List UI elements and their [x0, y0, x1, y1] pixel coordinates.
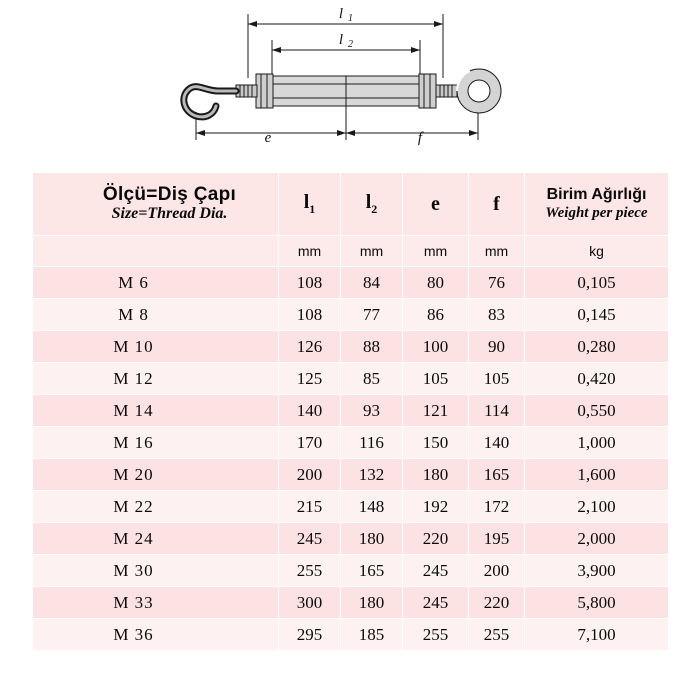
dim-label-f: f — [417, 130, 423, 146]
cell-f: 76 — [469, 267, 525, 299]
cell-l2: 180 — [341, 587, 403, 619]
cell-size: M 24 — [33, 523, 279, 555]
cell-l1: 170 — [279, 427, 341, 459]
cell-e: 255 — [403, 619, 469, 651]
cell-l1: 126 — [279, 331, 341, 363]
cell-size: M 20 — [33, 459, 279, 491]
cell-size: M 22 — [33, 491, 279, 523]
header-e: e — [403, 173, 469, 236]
spec-table-body — [33, 267, 669, 651]
cell-size: M 12 — [33, 363, 279, 395]
cell-weight: 1,600 — [525, 459, 669, 491]
cell-l1: 125 — [279, 363, 341, 395]
cell-e: 192 — [403, 491, 469, 523]
unit-weight: kg — [525, 236, 669, 267]
header-l1-text: l — [303, 191, 310, 213]
unit-e: mm — [403, 236, 469, 267]
cell-l1: 108 — [279, 299, 341, 331]
table-row — [33, 587, 669, 619]
cell-l2: 85 — [341, 363, 403, 395]
cell-e: 105 — [403, 363, 469, 395]
cell-e: 100 — [403, 331, 469, 363]
turnbuckle-diagram — [0, 0, 700, 170]
cell-weight: 7,100 — [525, 619, 669, 651]
cell-weight: 0,420 — [525, 363, 669, 395]
cell-l1: 245 — [279, 523, 341, 555]
table-row — [33, 459, 669, 491]
cell-weight: 2,000 — [525, 523, 669, 555]
header-size — [33, 173, 279, 236]
cell-size: M 30 — [33, 555, 279, 587]
cell-e: 245 — [403, 555, 469, 587]
cell-l2: 88 — [341, 331, 403, 363]
dim-label-l2-sub: 2 — [348, 39, 353, 50]
table-row — [33, 363, 669, 395]
cell-e: 245 — [403, 587, 469, 619]
cell-l2: 116 — [341, 427, 403, 459]
cell-weight: 5,800 — [525, 587, 669, 619]
cell-size: M 36 — [33, 619, 279, 651]
header-weight-tr: Birim Ağırlığı — [546, 186, 647, 204]
header-l2-sub: 2 — [371, 202, 378, 216]
table-row — [33, 619, 669, 651]
dim-label-l1: l — [338, 6, 344, 22]
cell-e: 180 — [403, 459, 469, 491]
cell-f: 105 — [469, 363, 525, 395]
dim-label-l2: l — [338, 32, 344, 48]
cell-e: 150 — [403, 427, 469, 459]
cell-l1: 108 — [279, 267, 341, 299]
cell-weight: 0,550 — [525, 395, 669, 427]
cell-f: 83 — [469, 299, 525, 331]
cell-weight: 1,000 — [525, 427, 669, 459]
cell-f: 255 — [469, 619, 525, 651]
cell-l2: 180 — [341, 523, 403, 555]
cell-l2: 165 — [341, 555, 403, 587]
dim-label-e: e — [264, 130, 272, 146]
cell-f: 140 — [469, 427, 525, 459]
cell-l1: 140 — [279, 395, 341, 427]
header-l1-sub: 1 — [309, 202, 316, 216]
table-row — [33, 427, 669, 459]
cell-f: 220 — [469, 587, 525, 619]
cell-weight: 0,145 — [525, 299, 669, 331]
header-f: f — [469, 173, 525, 236]
table-row — [33, 523, 669, 555]
table-header-row — [33, 173, 669, 236]
header-size-tr: Ölçü=Diş Çapı — [102, 184, 237, 206]
table-row — [33, 395, 669, 427]
header-l1 — [279, 173, 341, 236]
cell-l2: 84 — [341, 267, 403, 299]
cell-size: M 14 — [33, 395, 279, 427]
spec-table — [32, 172, 669, 651]
header-weight-en: Weight per piece — [545, 204, 648, 221]
cell-l2: 148 — [341, 491, 403, 523]
cell-e: 220 — [403, 523, 469, 555]
table-row — [33, 299, 669, 331]
cell-f: 200 — [469, 555, 525, 587]
cell-weight: 3,900 — [525, 555, 669, 587]
header-l2 — [341, 173, 403, 236]
cell-size: M 10 — [33, 331, 279, 363]
cell-l2: 185 — [341, 619, 403, 651]
table-row — [33, 555, 669, 587]
dim-label-l1-sub: 1 — [348, 13, 353, 24]
unit-f: mm — [469, 236, 525, 267]
unit-size — [33, 236, 279, 267]
table-row — [33, 331, 669, 363]
unit-l1: mm — [279, 236, 341, 267]
cell-f: 172 — [469, 491, 525, 523]
cell-weight: 0,105 — [525, 267, 669, 299]
cell-f: 114 — [469, 395, 525, 427]
cell-l1: 200 — [279, 459, 341, 491]
header-weight — [525, 173, 669, 236]
cell-size: M 16 — [33, 427, 279, 459]
cell-l2: 77 — [341, 299, 403, 331]
cell-weight: 0,280 — [525, 331, 669, 363]
spec-table-wrap — [32, 172, 668, 651]
header-size-en: Size=Thread Dia. — [111, 205, 228, 223]
cell-size: M 8 — [33, 299, 279, 331]
cell-l1: 215 — [279, 491, 341, 523]
cell-l2: 93 — [341, 395, 403, 427]
cell-e: 121 — [403, 395, 469, 427]
table-row — [33, 491, 669, 523]
cell-f: 90 — [469, 331, 525, 363]
cell-e: 86 — [403, 299, 469, 331]
cell-f: 165 — [469, 459, 525, 491]
cell-e: 80 — [403, 267, 469, 299]
cell-l1: 255 — [279, 555, 341, 587]
cell-f: 195 — [469, 523, 525, 555]
table-row — [33, 267, 669, 299]
cell-weight: 2,100 — [525, 491, 669, 523]
cell-l1: 300 — [279, 587, 341, 619]
unit-l2: mm — [341, 236, 403, 267]
header-l2-text: l — [365, 191, 372, 213]
cell-size: M 33 — [33, 587, 279, 619]
cell-l2: 132 — [341, 459, 403, 491]
cell-l1: 295 — [279, 619, 341, 651]
cell-size: M 6 — [33, 267, 279, 299]
table-units-row — [33, 236, 669, 267]
